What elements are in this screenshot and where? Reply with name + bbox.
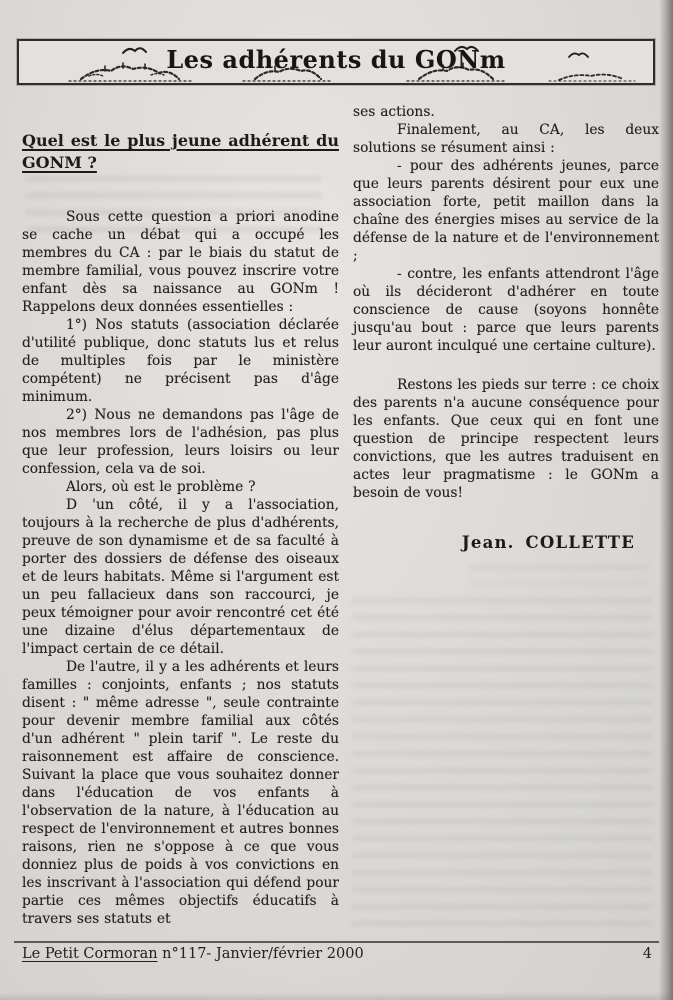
bleedthrough-ghost-text [470, 565, 650, 585]
section-heading-line2: GONM ? [22, 153, 97, 172]
paragraph: - contre, les enfants attendront l'âge où ils décideront d'adhérer en toute conscience de cause (soyons honnête jusqu'au bout : parce que leurs parents leur auront inculqué une certaine culture). [353, 266, 659, 354]
section-heading-line1: Quel est le plus jeune adhérent du [22, 131, 339, 150]
issue-info: n°117- Janvier/février 2000 [157, 946, 364, 962]
paragraph: Restons les pieds sur terre : ce choix des parents n'a aucune conséquence pour les enfants. Que ceux qui en font une question de principe respectent leurs convictions, que les autres traduisent en actes leur pragmatisme : le GONm a besoin de vous! [353, 377, 659, 501]
paragraph: Finalement, au CA, les deux solutions se résument ainsi : [353, 122, 659, 156]
scan-edge-shadow [659, 0, 673, 1000]
paragraph: - pour des adhérents jeunes, parce que leurs parents désirent pour eux une association forte, petit maillon dans la chaîne des énergies mises au service de la défense de la nature et de l'environnement ; [353, 158, 659, 264]
left-column [22, 130, 339, 928]
footer-issue-line [22, 946, 364, 962]
paragraph: D 'un côté, il y a l'association, toujours à la recherche de plus d'adhérents, preuve de son dynamisme et de sa faculté à porter des dossiers de défense des oiseaux et de leurs habitats. Même si l'argument est un peu fallacieux dans son raccourci, je peux témoigner pour avoir rencontré cet été une dizaine d'élus départementaux de l'impact certain de ce détail. [22, 497, 339, 657]
bleedthrough-ghost-text [352, 598, 652, 932]
paragraph: Alors, où est le problème ? [66, 479, 256, 495]
footer-divider [14, 941, 659, 943]
journal-title: Le Petit Cormoran [22, 946, 158, 962]
islet-sketch [549, 75, 635, 81]
article-title: Les adhérents du GONm [166, 45, 506, 74]
right-column [353, 103, 659, 552]
section-heading [22, 130, 339, 174]
article-title-banner [17, 39, 655, 85]
scan-edge-shadow [0, 992, 673, 1000]
page-number: 4 [642, 946, 652, 962]
paragraph: De l'autre, il y a les adhérents et leurs familles : conjoints, enfants ; nos statuts disent : " même adresse ", seule contrainte pour devenir membre familial aux côtés d'un adhérent " plein tarif ". Le reste du raisonnement est affaire de conscience. Suivant la place que vous souhaitez donner dans l'éducation de vos enfants à l'observation de la nature, à l'éducation au respect de l'environnement et autres bonnes raisons, rien ne s'oppose à ce que vous donniez plus de poids à vos convictions en les inscrivant à l'association qui défend pour partie ces mêmes objectifs éducatifs à travers ses statuts et [22, 659, 339, 927]
author-signature: Jean. COLLETTE [461, 533, 635, 552]
paragraph: 2°) Nous ne demandons pas l'âge de nos membres lors de l'adhésion, pas plus que leur profession, leurs loisirs ou leur confession, cela va de soi. [22, 407, 339, 477]
paragraph: 1°) Nos statuts (association déclarée d'utilité publique, donc statuts lus et relus de multiples fois par le ministère compétent) ne précisent pas d'âge minimum. [22, 317, 339, 405]
paragraph: ses actions. [353, 104, 435, 120]
paragraph: Sous cette question a priori anodine se cache un débat qui a occupé les membres du CA : par le biais du statut de membre familial, vous pouvez inscrire votre enfant dès sa naissance au GONm ! Rappelons deux données essentielles : [22, 209, 339, 315]
page-footer [22, 946, 658, 962]
